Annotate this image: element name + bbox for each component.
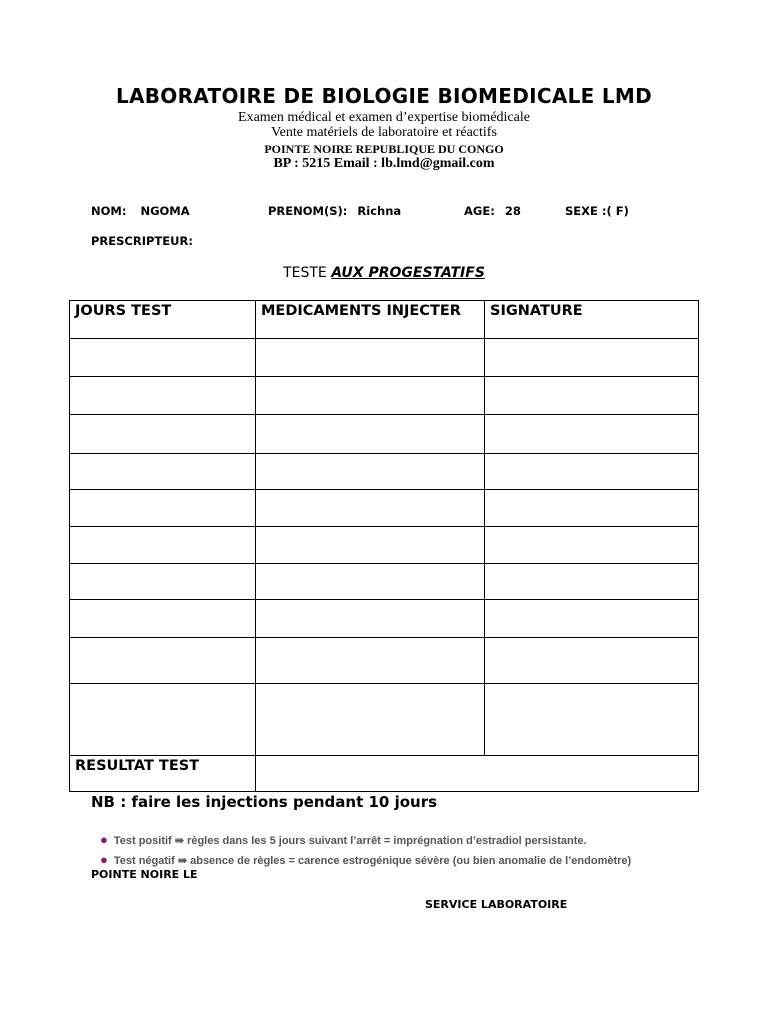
cell-medicaments[interactable] — [256, 600, 485, 638]
patient-age — [464, 204, 521, 218]
prenom-value: Richna — [357, 204, 402, 218]
cell-jours[interactable] — [70, 600, 256, 638]
col-header-signature: SIGNATURE — [485, 301, 699, 339]
table-row — [70, 564, 699, 600]
cell-signature[interactable] — [485, 377, 699, 415]
nom-label: NOM: — [91, 204, 127, 218]
table-row — [70, 600, 699, 638]
cell-medicaments[interactable] — [256, 415, 485, 454]
cell-medicaments[interactable] — [256, 527, 485, 564]
age-value: 28 — [504, 204, 521, 218]
bullet-icon: ● — [100, 852, 108, 867]
prescripteur-label: PRESCRIPTEUR: — [91, 234, 193, 248]
negative-note — [100, 852, 631, 867]
cell-signature[interactable] — [485, 490, 699, 527]
table-row — [70, 490, 699, 527]
cell-jours[interactable] — [70, 377, 256, 415]
sexe-label: SEXE : — [565, 204, 607, 218]
cell-medicaments[interactable] — [256, 638, 485, 684]
cell-jours[interactable] — [70, 564, 256, 600]
lab-location: POINTE NOIRE REPUBLIQUE DU CONGO — [264, 142, 504, 156]
cell-signature[interactable] — [485, 527, 699, 564]
table-row — [70, 339, 699, 377]
cell-jours[interactable] — [70, 490, 256, 527]
patient-nom — [91, 204, 190, 218]
cell-medicaments[interactable] — [256, 339, 485, 377]
result-value-cell[interactable] — [256, 756, 699, 792]
cell-jours[interactable] — [70, 638, 256, 684]
cell-jours[interactable] — [70, 527, 256, 564]
positive-note — [100, 832, 587, 847]
table-row — [70, 638, 699, 684]
cell-medicaments[interactable] — [256, 684, 485, 756]
cell-jours[interactable] — [70, 684, 256, 756]
cell-medicaments[interactable] — [256, 564, 485, 600]
cell-jours[interactable] — [70, 415, 256, 454]
result-label: RESULTAT TEST — [70, 756, 256, 792]
footer-place-date: POINTE NOIRE LE — [91, 868, 198, 881]
lab-services-line: Examen médical et examen d’expertise biomédicale — [238, 110, 530, 125]
nom-value: NGOMA — [140, 204, 190, 218]
nb-note: NB : faire les injections pendant 10 jours — [91, 793, 438, 811]
lab-contact: BP : 5215 Email : lb.lmd@gmail.com — [273, 156, 495, 171]
patient-sexe — [565, 204, 629, 218]
prenom-label: PRENOM(S): — [268, 204, 348, 218]
cell-signature[interactable] — [485, 415, 699, 454]
cell-signature[interactable] — [485, 564, 699, 600]
table-row — [70, 415, 699, 454]
test-title-prefix: TESTE — [283, 265, 327, 281]
injection-table — [69, 300, 699, 792]
result-row — [70, 756, 699, 792]
cell-jours[interactable] — [70, 339, 256, 377]
table-row — [70, 377, 699, 415]
cell-signature[interactable] — [485, 454, 699, 490]
cell-medicaments[interactable] — [256, 490, 485, 527]
lab-sales-line: Vente matériels de laboratoire et réactifs — [271, 125, 497, 140]
test-title-emphasis: AUX PROGESTATIFS — [331, 265, 485, 281]
positive-note-text: Test positif ⇛ règles dans les 5 jours suivant l’arrêt = imprégnation d’estradiol persistante. — [113, 835, 587, 847]
table-row — [70, 454, 699, 490]
col-header-medicaments: MEDICAMENTS INJECTER — [256, 301, 485, 339]
table-row — [70, 527, 699, 564]
cell-signature[interactable] — [485, 600, 699, 638]
cell-medicaments[interactable] — [256, 377, 485, 415]
cell-medicaments[interactable] — [256, 454, 485, 490]
patient-prenom — [268, 204, 401, 218]
sexe-value: ( F) — [606, 204, 629, 218]
cell-signature[interactable] — [485, 684, 699, 756]
cell-signature[interactable] — [485, 339, 699, 377]
table-header-row — [70, 301, 699, 339]
age-label: AGE: — [464, 204, 495, 218]
cell-signature[interactable] — [485, 638, 699, 684]
lab-name: LABORATOIRE DE BIOLOGIE BIOMEDICALE LMD — [115, 84, 653, 108]
table-row — [70, 684, 699, 756]
test-title — [0, 265, 768, 281]
cell-jours[interactable] — [70, 454, 256, 490]
col-header-jours: JOURS TEST — [70, 301, 256, 339]
footer-service: SERVICE LABORATOIRE — [425, 898, 568, 911]
negative-note-text: Test négatif ⇛ absence de règles = carence estrogénique sévère (ou bien anomalie de l’endomètre) — [113, 855, 632, 867]
bullet-icon: ● — [100, 832, 108, 847]
